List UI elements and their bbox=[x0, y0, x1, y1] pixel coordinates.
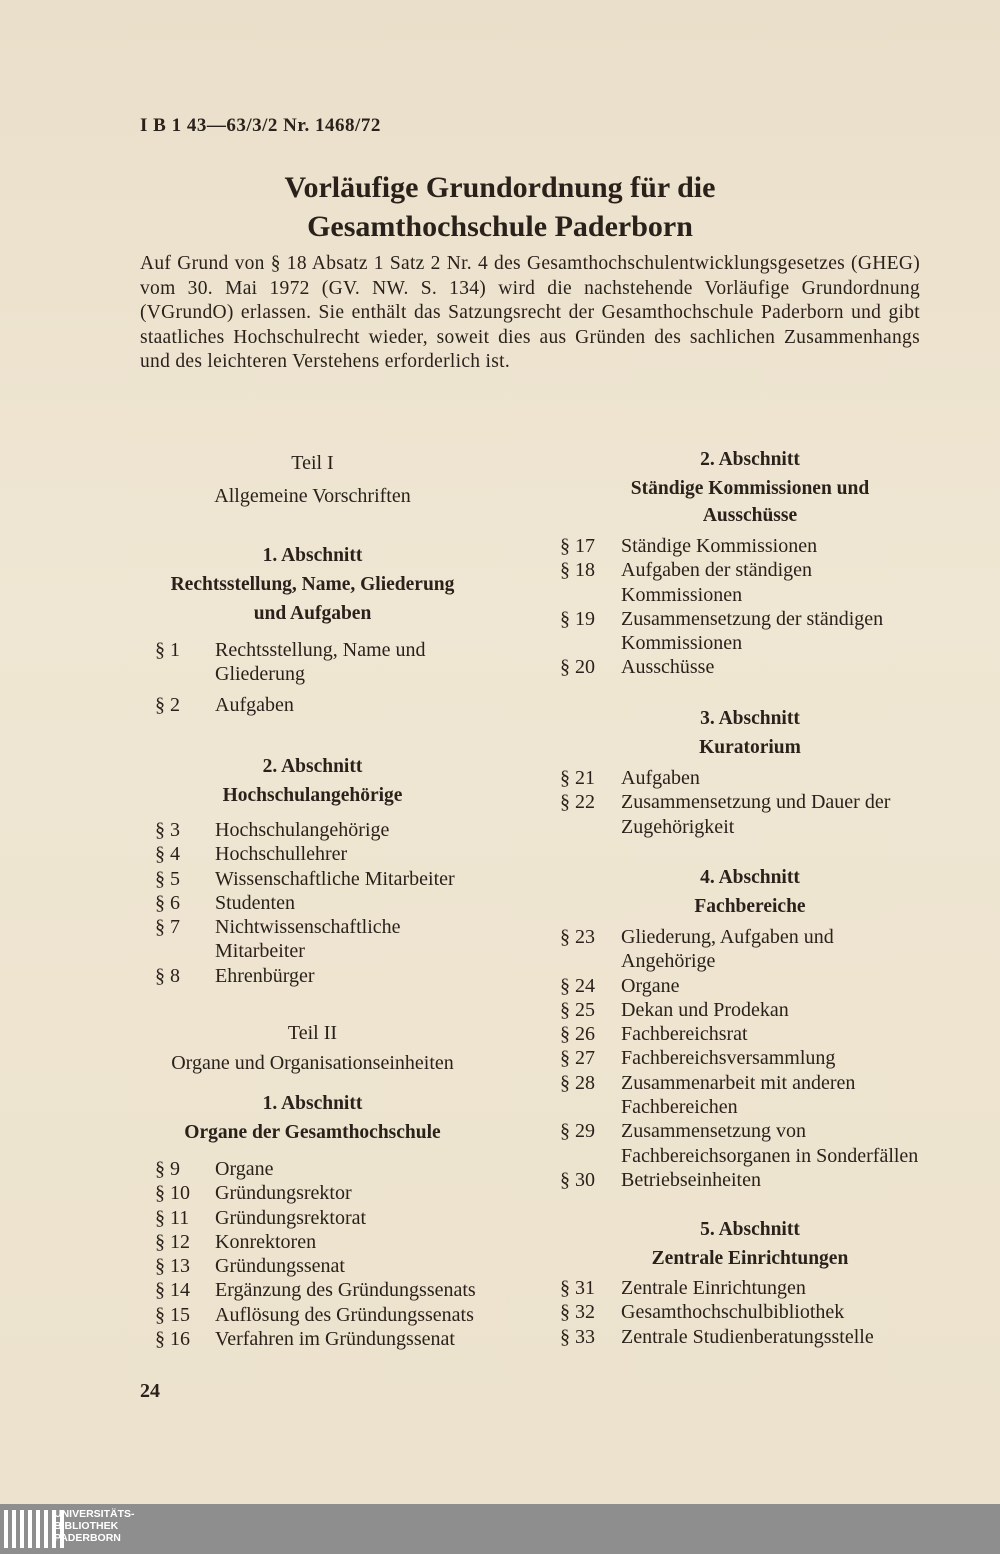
teil-2-name: Organe und Organisationseinheiten bbox=[171, 1052, 454, 1074]
list-item bbox=[155, 1206, 530, 1230]
paragraph-number: § 28 bbox=[560, 1071, 595, 1094]
paragraph-title: Ausschüsse bbox=[621, 656, 715, 679]
list-item bbox=[560, 655, 940, 679]
logo-line-1: UNIVERSITÄTS- bbox=[54, 1508, 135, 1520]
paragraph-number: § 1 bbox=[155, 639, 180, 661]
right-abschnitt-3 bbox=[560, 704, 940, 762]
section-title: Organe der Gesamthochschule bbox=[184, 1122, 441, 1143]
paragraph-number: § 32 bbox=[560, 1301, 595, 1324]
list-item bbox=[155, 867, 530, 891]
list-item bbox=[560, 1168, 940, 1192]
intro-paragraph: Auf Grund von § 18 Absatz 1 Satz 2 Nr. 4 des Gesamthochschulentwicklungsgesetzes (GHEG) vom 30. Mai 1972 (GV. NW. S. 134) wird die nachstehende Vorläufige Grundordnung (VGrundO) erlassen. Sie enthält das Satzungsrecht der Gesamthochschule Paderborn und gibt staatliches Hochschulrecht wieder, soweit dies aus Gründen des sachlichen Zusammenhangs und des leichteren Verstehens erforderlich ist. bbox=[140, 253, 920, 372]
list-item bbox=[560, 998, 940, 1022]
paragraph-number: § 8 bbox=[155, 964, 180, 987]
section-title-line-2: und Aufgaben bbox=[253, 603, 372, 624]
list-item bbox=[155, 1181, 530, 1205]
section-label: 2. Abschnitt bbox=[700, 449, 800, 470]
section-label: 5. Abschnitt bbox=[700, 1219, 800, 1240]
paragraph-number: § 3 bbox=[155, 819, 180, 841]
teil-1-name: Allgemeine Vorschriften bbox=[214, 485, 411, 507]
paragraph-title: Studenten bbox=[215, 891, 295, 914]
title-line-1: Vorläufige Grundordnung für die bbox=[284, 171, 716, 204]
paragraph-number: § 2 bbox=[155, 693, 180, 716]
paragraph-title: Konrektoren bbox=[215, 1230, 317, 1253]
paragraph-number: § 6 bbox=[155, 891, 180, 914]
right-abschnitt-3-list bbox=[560, 766, 940, 839]
paragraph-title: Ergänzung des Gründungssenats bbox=[215, 1279, 476, 1302]
paragraph-title: Gründungsrektor bbox=[215, 1182, 352, 1205]
footer-bar bbox=[0, 1504, 1000, 1554]
left-abschnitt-3-list bbox=[155, 1157, 530, 1351]
paragraph-title: Aufgaben der ständigen Kommissionen bbox=[621, 559, 813, 606]
section-label: 1. Abschnitt bbox=[262, 545, 363, 566]
paragraph-title: Gliederung, Aufgaben und Angehörige bbox=[621, 926, 834, 973]
list-item bbox=[560, 1071, 940, 1120]
paragraph-number: § 13 bbox=[155, 1255, 190, 1278]
paragraph-number: § 11 bbox=[155, 1206, 190, 1229]
paragraph-title: Zusammensetzung der ständigen Kommissionen bbox=[621, 607, 884, 655]
paragraph-title: Aufgaben bbox=[621, 767, 700, 789]
paragraph-number: § 12 bbox=[155, 1230, 190, 1253]
list-item bbox=[155, 1278, 530, 1302]
list-item bbox=[155, 818, 530, 842]
section-label: 2. Abschnitt bbox=[262, 756, 363, 777]
teil-2-label: Teil II bbox=[287, 1022, 338, 1044]
list-item bbox=[155, 842, 530, 866]
paragraph-title: Fachbereichsversammlung bbox=[621, 1047, 836, 1070]
paragraph-number: § 27 bbox=[560, 1047, 595, 1070]
list-item bbox=[560, 1119, 940, 1168]
left-abschnitt-1-list bbox=[155, 638, 530, 717]
paragraph-number: § 15 bbox=[155, 1303, 190, 1326]
list-item bbox=[560, 974, 940, 998]
reference-number: I B 1 43—63/3/2 Nr. 1468/72 bbox=[140, 115, 381, 136]
paragraph-number: § 20 bbox=[560, 656, 595, 679]
paragraph-number: § 21 bbox=[560, 767, 595, 789]
list-item bbox=[155, 915, 530, 964]
section-label: 1. Abschnitt bbox=[262, 1093, 363, 1114]
paragraph-title: Zentrale Studienberatungsstelle bbox=[621, 1325, 874, 1348]
section-title: Hochschulangehörige bbox=[222, 785, 403, 806]
right-abschnitt-4 bbox=[560, 863, 940, 921]
paragraph-title: Organe bbox=[215, 1158, 274, 1180]
list-item bbox=[560, 1022, 940, 1046]
right-abschnitt-4-list bbox=[560, 925, 940, 1192]
list-item bbox=[560, 558, 940, 607]
left-abschnitt-1 bbox=[155, 541, 530, 628]
paragraph-title: Rechtsstellung, Name und Gliederung bbox=[215, 639, 426, 686]
list-item bbox=[560, 1276, 940, 1300]
paragraph-title: Gründungsrektorat bbox=[215, 1206, 367, 1229]
paragraph-number: § 22 bbox=[560, 791, 595, 814]
logo-line-2: BIBLIOTHEK bbox=[54, 1520, 119, 1532]
list-item bbox=[560, 790, 940, 839]
list-item bbox=[155, 693, 530, 717]
list-item bbox=[560, 766, 940, 790]
section-label: 4. Abschnitt bbox=[700, 867, 800, 888]
paragraph-number: § 17 bbox=[560, 535, 595, 557]
paragraph-title: Zentrale Einrichtungen bbox=[621, 1277, 806, 1299]
paragraph-number: § 10 bbox=[155, 1182, 190, 1205]
section-title: Fachbereiche bbox=[694, 896, 806, 917]
right-abschnitt-5 bbox=[560, 1215, 940, 1273]
paragraph-number: § 14 bbox=[155, 1279, 190, 1302]
paragraph-number: § 33 bbox=[560, 1325, 595, 1348]
logo-line-3: PADERBORN bbox=[54, 1532, 121, 1544]
paragraph-title: Hochschullehrer bbox=[215, 843, 348, 866]
list-item bbox=[560, 1325, 940, 1349]
paragraph-number: § 18 bbox=[560, 559, 595, 582]
paragraph-number: § 25 bbox=[560, 998, 595, 1021]
right-abschnitt-5-list bbox=[560, 1276, 940, 1349]
paragraph-title: Zusammenarbeit mit anderen Fachbereichen bbox=[621, 1071, 856, 1119]
list-item bbox=[560, 1046, 940, 1070]
paragraph-number: § 9 bbox=[155, 1158, 180, 1180]
section-title-line-1: Ständige Kommissionen und bbox=[630, 478, 870, 499]
paragraph-title: Dekan und Prodekan bbox=[621, 998, 789, 1021]
paragraph-number: § 16 bbox=[155, 1328, 190, 1351]
paragraph-number: § 7 bbox=[155, 916, 180, 939]
section-title-line-2: Ausschüsse bbox=[702, 505, 798, 526]
left-abschnitt-2-list bbox=[155, 818, 530, 988]
paragraph-number: § 24 bbox=[560, 974, 595, 997]
page-number: 24 bbox=[140, 1380, 160, 1402]
paragraph-title: Aufgaben bbox=[215, 693, 294, 716]
list-item bbox=[155, 638, 530, 687]
list-item bbox=[560, 534, 940, 558]
paragraph-title: Betriebseinheiten bbox=[621, 1168, 761, 1191]
teil-2-heading bbox=[155, 1018, 530, 1078]
paragraph-number: § 26 bbox=[560, 1023, 595, 1046]
right-abschnitt-2 bbox=[560, 445, 940, 530]
paragraph-title: Ständige Kommissionen bbox=[621, 535, 818, 557]
list-item bbox=[155, 891, 530, 915]
section-title-line-1: Rechtsstellung, Name, Gliederung bbox=[170, 574, 455, 595]
right-abschnitt-2-list bbox=[560, 534, 940, 680]
library-logo-text bbox=[54, 1508, 135, 1544]
list-item bbox=[155, 1157, 530, 1181]
paragraph-number: § 19 bbox=[560, 607, 595, 630]
paragraph-number: § 31 bbox=[560, 1277, 595, 1299]
paragraph-title: Gründungssenat bbox=[215, 1255, 345, 1278]
section-label: 3. Abschnitt bbox=[700, 708, 800, 729]
paragraph-number: § 30 bbox=[560, 1168, 595, 1191]
paragraph-title: Wissenschaftliche Mitarbeiter bbox=[215, 867, 455, 890]
list-item bbox=[155, 1327, 530, 1351]
list-item bbox=[560, 925, 940, 974]
list-item bbox=[155, 1303, 530, 1327]
teil-1-label: Teil I bbox=[291, 452, 334, 474]
paragraph-title: Ehrenbürger bbox=[215, 964, 315, 987]
paragraph-number: § 5 bbox=[155, 867, 180, 890]
title-line-2: Gesamthochschule Paderborn bbox=[307, 210, 693, 243]
paragraph-title: Organe bbox=[621, 974, 680, 997]
list-item bbox=[560, 607, 940, 656]
paragraph-title: Zusammensetzung von Fachbereichsorganen in Sonderfällen bbox=[621, 1120, 919, 1167]
paragraph-number: § 4 bbox=[155, 843, 180, 866]
section-title: Zentrale Einrichtungen bbox=[651, 1248, 849, 1269]
list-item bbox=[560, 1300, 940, 1324]
paragraph-number: § 23 bbox=[560, 926, 595, 948]
paragraph-title: Zusammensetzung und Dauer der Zugehörigkeit bbox=[621, 791, 891, 838]
paragraph-number: § 29 bbox=[560, 1120, 595, 1143]
document-title bbox=[0, 168, 1000, 246]
section-title: Kuratorium bbox=[699, 737, 801, 758]
list-item bbox=[155, 1254, 530, 1278]
paragraph-title: Gesamthochschulbibliothek bbox=[621, 1301, 845, 1324]
left-abschnitt-3 bbox=[155, 1089, 530, 1147]
list-item bbox=[155, 964, 530, 988]
paragraph-title: Hochschulangehörige bbox=[215, 819, 390, 841]
list-item bbox=[155, 1230, 530, 1254]
paragraph-title: Fachbereichsrat bbox=[621, 1023, 748, 1046]
paragraph-title: Nichtwissenschaftliche Mitarbeiter bbox=[215, 916, 401, 963]
teil-1-heading bbox=[155, 448, 530, 511]
left-abschnitt-2 bbox=[155, 752, 530, 810]
paragraph-title: Verfahren im Gründungssenat bbox=[215, 1328, 455, 1351]
paragraph-title: Auflösung des Gründungssenats bbox=[215, 1303, 474, 1326]
